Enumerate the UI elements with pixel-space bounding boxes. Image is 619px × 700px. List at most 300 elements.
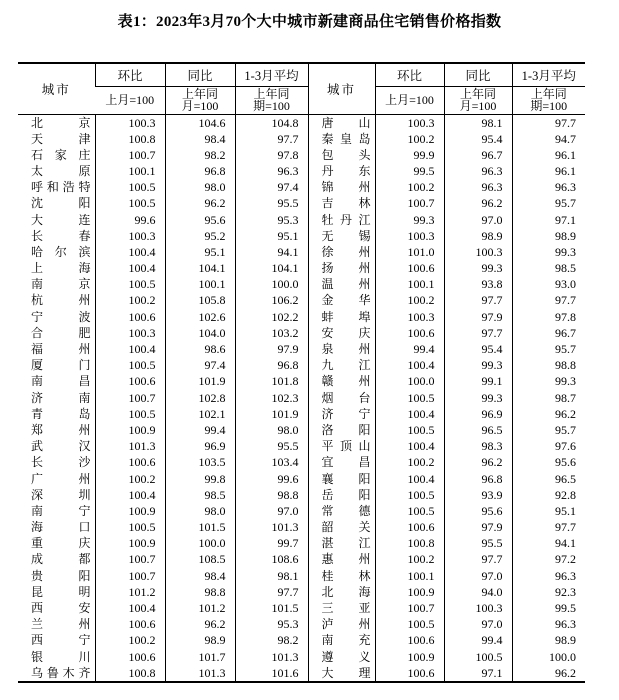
- index-value: 98.1: [235, 568, 308, 584]
- table-row: [18, 649, 585, 665]
- header-city-right: 城市: [308, 63, 375, 114]
- index-value: 100.9: [95, 535, 165, 551]
- header-mom-base-left: 上月=100: [95, 86, 165, 114]
- index-value: 104.1: [235, 260, 308, 276]
- table-row: [18, 632, 585, 648]
- index-value: 100.4: [375, 406, 444, 422]
- index-value: 99.4: [165, 422, 235, 438]
- header-city-left: 城市: [18, 63, 95, 114]
- city-name: 宜昌: [308, 454, 375, 470]
- table-row: [18, 438, 585, 454]
- city-name: 牡丹江: [308, 211, 375, 227]
- index-value: 100.6: [95, 616, 165, 632]
- city-name: 青岛: [31, 406, 91, 421]
- index-value: 98.4: [165, 131, 235, 147]
- index-value: 96.3: [235, 163, 308, 179]
- index-value: 96.8: [235, 357, 308, 373]
- index-value: 100.6: [95, 309, 165, 325]
- city-name: 金华: [308, 292, 375, 308]
- header-avg-right: 1-3月平均: [512, 63, 585, 86]
- table-row: [18, 244, 585, 260]
- index-value: 95.4: [444, 341, 512, 357]
- index-value: 97.8: [235, 147, 308, 163]
- index-value: 108.5: [165, 551, 235, 567]
- header-mom-base-right: 上月=100: [375, 86, 444, 114]
- city-name: 锦州: [308, 179, 375, 195]
- index-value: 96.7: [512, 325, 585, 341]
- index-value: 97.9: [444, 519, 512, 535]
- header-group-row: [18, 63, 585, 86]
- index-value: 98.3: [444, 438, 512, 454]
- table-row: [18, 292, 585, 308]
- index-value: 100.5: [375, 487, 444, 503]
- index-value: 97.9: [444, 309, 512, 325]
- index-value: 100.6: [375, 665, 444, 682]
- table-row: [18, 535, 585, 551]
- index-value: 100.7: [95, 147, 165, 163]
- table-row: [18, 179, 585, 195]
- header-mom-left: 环比: [95, 63, 165, 86]
- header-yoy-base-line2: 月=100: [181, 99, 219, 113]
- header-avg-base-line2: 期=100: [530, 99, 568, 113]
- table-row: [18, 519, 585, 535]
- index-value: 96.3: [444, 163, 512, 179]
- index-value: 100.6: [95, 649, 165, 665]
- index-value: 100.5: [375, 616, 444, 632]
- index-value: 100.2: [375, 551, 444, 567]
- index-value: 96.9: [444, 406, 512, 422]
- city-name: 沈阳: [31, 196, 91, 211]
- index-value: 100.6: [375, 519, 444, 535]
- index-value: 98.0: [235, 422, 308, 438]
- table-row: [18, 357, 585, 373]
- table-row: [18, 616, 585, 632]
- index-value: 100.6: [375, 325, 444, 341]
- city-name: 赣州: [308, 373, 375, 389]
- city-name: 襄阳: [308, 470, 375, 486]
- city-name: 南昌: [31, 374, 91, 389]
- index-value: 97.0: [444, 211, 512, 227]
- city-name: 兰州: [31, 617, 91, 632]
- index-value: 98.9: [512, 632, 585, 648]
- index-value: 103.4: [235, 454, 308, 470]
- index-value: 101.3: [235, 519, 308, 535]
- header-yoy-base-line2: 月=100: [459, 99, 497, 113]
- index-value: 97.7: [444, 325, 512, 341]
- city-name: 合肥: [31, 325, 91, 340]
- city-name: 宁波: [31, 309, 91, 324]
- index-value: 100.0: [375, 373, 444, 389]
- index-value: 101.9: [235, 406, 308, 422]
- index-value: 99.4: [444, 632, 512, 648]
- index-value: 100.5: [95, 519, 165, 535]
- index-value: 98.8: [235, 487, 308, 503]
- index-value: 99.3: [512, 373, 585, 389]
- index-value: 99.3: [444, 357, 512, 373]
- index-value: 100.8: [95, 131, 165, 147]
- table-header: [18, 63, 585, 114]
- index-value: 93.9: [444, 487, 512, 503]
- index-value: 97.8: [512, 309, 585, 325]
- index-value: 92.8: [512, 487, 585, 503]
- index-value: 95.2: [165, 228, 235, 244]
- index-value: 100.7: [95, 551, 165, 567]
- table-body: [18, 114, 585, 682]
- table-row: [18, 568, 585, 584]
- index-value: 102.6: [165, 309, 235, 325]
- index-value: 97.7: [512, 519, 585, 535]
- index-value: 101.8: [235, 373, 308, 389]
- index-value: 97.7: [235, 131, 308, 147]
- city-name: 济宁: [308, 406, 375, 422]
- table-title: 表1：2023年3月70个大中城市新建商品住宅销售价格指数: [117, 14, 502, 30]
- header-yoy-base-line1: 上年同: [181, 86, 218, 101]
- header-yoy-base-left: [165, 86, 235, 114]
- index-value: 97.7: [512, 292, 585, 308]
- city-name: 成都: [31, 552, 91, 567]
- index-value: 99.3: [512, 244, 585, 260]
- city-name: 昆明: [31, 584, 91, 599]
- index-value: 100.8: [375, 535, 444, 551]
- index-value: 96.3: [444, 179, 512, 195]
- index-value: 98.9: [444, 228, 512, 244]
- city-name: 温州: [308, 276, 375, 292]
- table-row: [18, 454, 585, 470]
- index-value: 98.2: [165, 147, 235, 163]
- index-value: 100.2: [375, 179, 444, 195]
- index-value: 96.1: [512, 163, 585, 179]
- city-name: 徐州: [308, 244, 375, 260]
- city-name: 桂林: [308, 568, 375, 584]
- index-value: 100.7: [375, 195, 444, 211]
- index-value: 95.7: [512, 422, 585, 438]
- city-name: 南充: [308, 632, 375, 648]
- index-value: 100.5: [95, 276, 165, 292]
- index-value: 98.4: [165, 568, 235, 584]
- index-value: 100.1: [165, 276, 235, 292]
- index-value: 101.5: [165, 519, 235, 535]
- index-value: 104.8: [235, 114, 308, 131]
- index-value: 96.3: [512, 616, 585, 632]
- index-value: 100.0: [165, 535, 235, 551]
- index-value: 101.0: [375, 244, 444, 260]
- table-row: [18, 228, 585, 244]
- index-value: 99.1: [444, 373, 512, 389]
- table-row: [18, 276, 585, 292]
- city-name: 安庆: [308, 325, 375, 341]
- index-value: 95.1: [235, 228, 308, 244]
- index-value: 100.6: [95, 454, 165, 470]
- index-value: 100.7: [95, 568, 165, 584]
- index-value: 99.4: [375, 341, 444, 357]
- header-avg-base-right: [512, 86, 585, 114]
- header-avg-base-line1: 上年同: [530, 86, 567, 101]
- index-value: 96.8: [444, 470, 512, 486]
- index-value: 97.0: [444, 616, 512, 632]
- index-value: 100.5: [95, 406, 165, 422]
- index-value: 98.2: [235, 632, 308, 648]
- index-value: 97.0: [235, 503, 308, 519]
- index-value: 100.2: [375, 131, 444, 147]
- index-value: 97.1: [444, 665, 512, 682]
- index-value: 96.2: [512, 665, 585, 682]
- index-value: 94.1: [512, 535, 585, 551]
- index-value: 98.8: [512, 357, 585, 373]
- index-value: 98.1: [444, 114, 512, 131]
- table-row: [18, 406, 585, 422]
- city-name: 遵义: [308, 649, 375, 665]
- index-value: 100.9: [375, 649, 444, 665]
- table-row: [18, 260, 585, 276]
- city-name: 呼和浩特: [31, 180, 91, 195]
- index-value: 96.7: [444, 147, 512, 163]
- index-value: 97.7: [512, 114, 585, 131]
- city-name: 长春: [31, 228, 91, 243]
- city-name: 唐山: [308, 114, 375, 131]
- index-value: 97.4: [235, 179, 308, 195]
- table-row: [18, 195, 585, 211]
- index-value: 96.1: [512, 147, 585, 163]
- index-value: 100.5: [95, 357, 165, 373]
- index-value: 93.8: [444, 276, 512, 292]
- index-value: 100.9: [95, 503, 165, 519]
- index-value: 100.9: [375, 584, 444, 600]
- index-value: 99.6: [95, 211, 165, 227]
- index-value: 96.3: [512, 568, 585, 584]
- index-value: 100.3: [95, 114, 165, 131]
- table-row: [18, 373, 585, 389]
- index-value: 99.3: [444, 260, 512, 276]
- index-value: 101.9: [165, 373, 235, 389]
- city-name: 三亚: [308, 600, 375, 616]
- index-value: 95.1: [165, 244, 235, 260]
- index-value: 95.6: [512, 454, 585, 470]
- index-value: 101.6: [235, 665, 308, 682]
- index-value: 100.5: [375, 503, 444, 519]
- index-value: 99.3: [444, 390, 512, 406]
- table-row: [18, 341, 585, 357]
- header-base-row: [18, 86, 585, 114]
- index-value: 100.1: [375, 568, 444, 584]
- city-name: 洛阳: [308, 422, 375, 438]
- index-value: 98.9: [512, 228, 585, 244]
- table-row: [18, 470, 585, 486]
- table-row: [18, 551, 585, 567]
- index-value: 100.3: [95, 325, 165, 341]
- city-name: 无锡: [308, 228, 375, 244]
- city-name: 扬州: [308, 260, 375, 276]
- table-row: [18, 211, 585, 227]
- index-value: 99.5: [375, 163, 444, 179]
- header-avg-base-line1: 上年同: [253, 86, 290, 101]
- header-avg-base-line2: 期=100: [253, 99, 290, 113]
- city-name: 泉州: [308, 341, 375, 357]
- index-value: 100.3: [444, 244, 512, 260]
- index-value: 100.6: [375, 260, 444, 276]
- table-row: [18, 309, 585, 325]
- index-value: 94.1: [235, 244, 308, 260]
- index-value: 99.8: [165, 470, 235, 486]
- index-value: 94.7: [512, 131, 585, 147]
- index-value: 95.7: [512, 341, 585, 357]
- city-name: 天津: [31, 131, 91, 146]
- header-yoy-right: 同比: [444, 63, 512, 86]
- index-value: 100.0: [235, 276, 308, 292]
- index-value: 98.7: [512, 390, 585, 406]
- city-name: 济南: [31, 390, 91, 405]
- index-value: 100.4: [95, 487, 165, 503]
- city-name: 北海: [308, 584, 375, 600]
- index-value: 95.5: [444, 535, 512, 551]
- index-value: 96.3: [512, 179, 585, 195]
- index-value: 100.9: [95, 422, 165, 438]
- header-yoy-base-right: [444, 86, 512, 114]
- index-value: 95.3: [235, 211, 308, 227]
- city-name: 南宁: [31, 503, 91, 518]
- table-row: [18, 503, 585, 519]
- city-name: 上海: [31, 261, 91, 276]
- index-value: 95.7: [512, 195, 585, 211]
- table-row: [18, 422, 585, 438]
- index-value: 95.4: [444, 131, 512, 147]
- city-name: 广州: [31, 471, 91, 486]
- index-value: 100.4: [95, 260, 165, 276]
- index-value: 100.7: [95, 390, 165, 406]
- table-row: [18, 131, 585, 147]
- index-value: 97.2: [512, 551, 585, 567]
- city-name: 哈尔滨: [31, 244, 91, 259]
- index-value: 93.0: [512, 276, 585, 292]
- index-value: 98.8: [165, 584, 235, 600]
- index-value: 99.6: [235, 470, 308, 486]
- index-value: 99.7: [235, 535, 308, 551]
- index-value: 97.6: [512, 438, 585, 454]
- city-name: 吉林: [308, 195, 375, 211]
- index-value: 100.3: [375, 309, 444, 325]
- index-value: 100.5: [375, 390, 444, 406]
- header-avg-left: 1-3月平均: [235, 63, 308, 86]
- index-value: 96.9: [165, 438, 235, 454]
- city-name: 乌鲁木齐: [31, 665, 91, 680]
- index-value: 101.2: [165, 600, 235, 616]
- index-value: 98.5: [165, 487, 235, 503]
- index-value: 104.0: [165, 325, 235, 341]
- index-value: 100.3: [375, 114, 444, 131]
- index-value: 100.3: [375, 228, 444, 244]
- city-name: 重庆: [31, 536, 91, 551]
- index-value: 100.5: [444, 649, 512, 665]
- index-value: 100.2: [95, 292, 165, 308]
- index-value: 97.7: [444, 292, 512, 308]
- index-value: 108.6: [235, 551, 308, 567]
- index-value: 100.4: [95, 244, 165, 260]
- index-value: 96.2: [165, 616, 235, 632]
- city-name: 南京: [31, 277, 91, 292]
- table-row: [18, 390, 585, 406]
- index-value: 98.5: [512, 260, 585, 276]
- index-value: 102.8: [165, 390, 235, 406]
- city-name: 杭州: [31, 293, 91, 308]
- index-value: 102.2: [235, 309, 308, 325]
- city-name: 蚌埠: [308, 309, 375, 325]
- index-value: 105.8: [165, 292, 235, 308]
- index-value: 92.3: [512, 584, 585, 600]
- city-name: 银川: [31, 649, 91, 664]
- index-value: 100.5: [95, 195, 165, 211]
- index-value: 100.6: [375, 632, 444, 648]
- city-name: 大连: [31, 212, 91, 227]
- index-value: 101.7: [165, 649, 235, 665]
- index-value: 101.3: [165, 665, 235, 682]
- index-value: 95.3: [235, 616, 308, 632]
- index-value: 99.5: [512, 600, 585, 616]
- index-value: 100.4: [95, 600, 165, 616]
- index-value: 101.2: [95, 584, 165, 600]
- city-name: 韶关: [308, 519, 375, 535]
- index-value: 97.7: [235, 584, 308, 600]
- city-name: 湛江: [308, 535, 375, 551]
- city-name: 惠州: [308, 551, 375, 567]
- index-value: 106.2: [235, 292, 308, 308]
- header-yoy-left: 同比: [165, 63, 235, 86]
- index-value: 96.5: [512, 470, 585, 486]
- index-value: 97.4: [165, 357, 235, 373]
- table-row: [18, 147, 585, 163]
- city-name: 北京: [31, 115, 91, 130]
- city-name: 常德: [308, 503, 375, 519]
- index-value: 100.1: [375, 276, 444, 292]
- index-value: 100.1: [95, 163, 165, 179]
- index-value: 102.1: [165, 406, 235, 422]
- index-value: 100.3: [95, 228, 165, 244]
- table-row: [18, 600, 585, 616]
- table-row: [18, 584, 585, 600]
- index-value: 95.6: [444, 503, 512, 519]
- index-value: 100.5: [95, 179, 165, 195]
- header-avg-base-left: [235, 86, 308, 114]
- price-index-table: [18, 62, 585, 683]
- index-value: 100.5: [375, 422, 444, 438]
- city-name: 九江: [308, 357, 375, 373]
- city-name: 平顶山: [308, 438, 375, 454]
- index-value: 102.3: [235, 390, 308, 406]
- header-mom-right: 环比: [375, 63, 444, 86]
- city-name: 福州: [31, 342, 91, 357]
- index-value: 97.1: [512, 211, 585, 227]
- index-value: 97.9: [235, 341, 308, 357]
- header-yoy-base-line1: 上年同: [459, 86, 496, 101]
- index-value: 101.5: [235, 600, 308, 616]
- index-value: 104.6: [165, 114, 235, 131]
- index-value: 103.5: [165, 454, 235, 470]
- index-value: 100.2: [375, 454, 444, 470]
- index-value: 99.9: [375, 147, 444, 163]
- index-value: 95.6: [165, 211, 235, 227]
- city-name: 岳阳: [308, 487, 375, 503]
- index-value: 97.0: [444, 568, 512, 584]
- index-value: 100.4: [375, 470, 444, 486]
- city-name: 郑州: [31, 422, 91, 437]
- index-value: 100.0: [512, 649, 585, 665]
- table-row: [18, 163, 585, 179]
- index-value: 100.3: [444, 600, 512, 616]
- city-name: 武汉: [31, 439, 91, 454]
- table-row: [18, 487, 585, 503]
- index-value: 104.1: [165, 260, 235, 276]
- city-name: 贵阳: [31, 568, 91, 583]
- city-name: 秦皇岛: [308, 131, 375, 147]
- index-value: 100.4: [375, 438, 444, 454]
